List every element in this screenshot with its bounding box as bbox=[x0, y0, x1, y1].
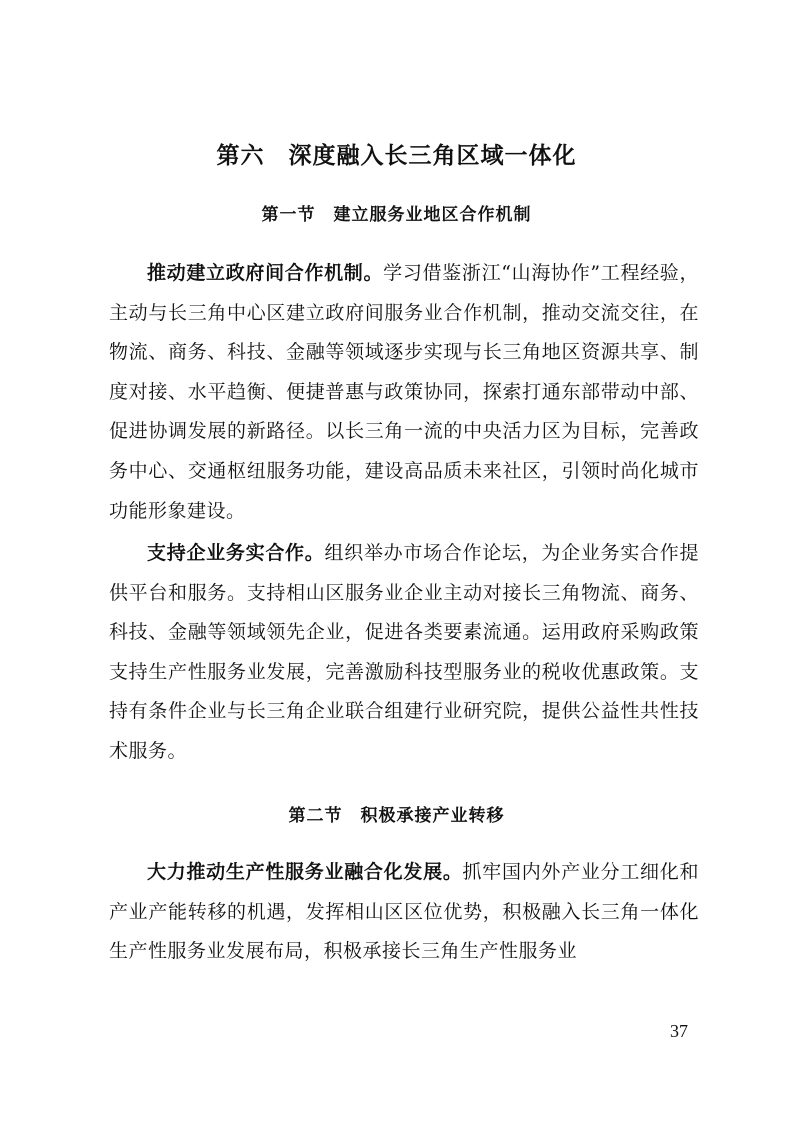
section-title: 第二节 积极承接产业转移 bbox=[288, 806, 505, 826]
paragraph-lead: 推动建立政府间合作机制。 bbox=[147, 262, 384, 284]
chapter-title: 第六 深度融入长三角区域一体化 bbox=[216, 143, 577, 169]
paragraph bbox=[109, 853, 699, 972]
paragraph bbox=[109, 534, 699, 772]
paragraph-body: 学习借鉴浙江“山海协作”工程经验，主动与长三角中心区建立政府间服务业合作机制，推动交流交往，在物流、商务、科技、金融等领域逐步实现与长三角地区资源共享、制度对接、水平趋衡、便捷普惠与政策协同，探索打通东部带动中部、促进协调发展的新路径。以长三角一流的中央活力区为目标，完善政务中心、交通枢纽服务功能，建设高品质未来社区，引领时尚化城市功能形象建设。 bbox=[109, 262, 699, 522]
paragraph-body: 抓牢国内外产业分工细化和产业产能转移的机遇，发挥相山区区位优势，积极融入长三角一体化生产性服务业发展布局，积极承接长三角生产性服务业 bbox=[109, 861, 699, 963]
paragraph-lead: 大力推动生产性服务业融合化发展。 bbox=[147, 861, 463, 883]
paragraph bbox=[109, 254, 699, 531]
paragraph-body: 组织举办市场合作论坛，为企业务实合作提供平台和服务。支持相山区服务业企业主动对接长三角物流、商务、科技、金融等领域领先企业，促进各类要素流通。运用政府采购政策支持生产性服务业发展，完善激励科技型服务业的税收优惠政策。支持有条件企业与长三角企业联合组建行业研究院，提供公益性共性技术服务。 bbox=[109, 542, 699, 762]
section-title: 第一节 建立服务业地区合作机制 bbox=[261, 205, 532, 225]
page-number: 37 bbox=[670, 1021, 688, 1041]
paragraph-lead: 支持企业务实合作。 bbox=[147, 542, 325, 564]
